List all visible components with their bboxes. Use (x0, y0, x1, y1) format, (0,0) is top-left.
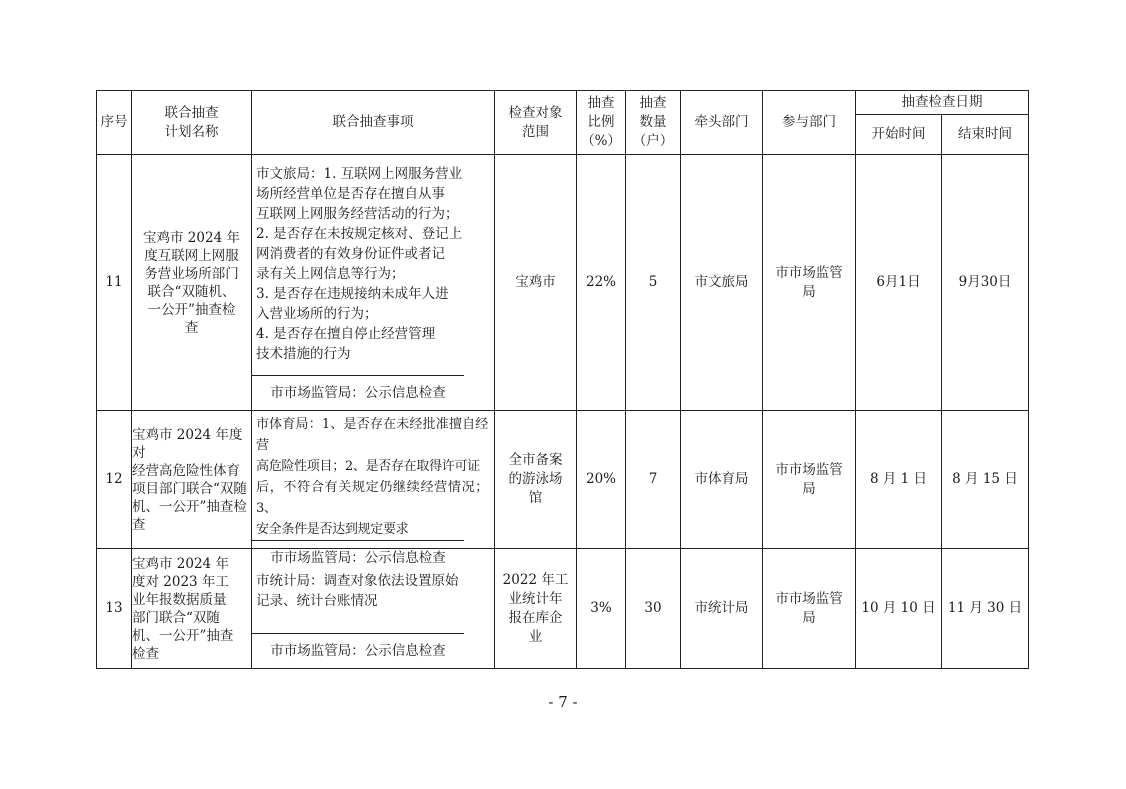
plan-name-line: 经营高危险性体育 (132, 462, 240, 479)
cell-end-time: 9月30日 (942, 155, 1029, 411)
header-text: 联合抽查 (164, 104, 219, 121)
cell-start-time: 10 月 10 日 (856, 549, 942, 669)
plan-name-line: 项目部门联合“双随 (132, 480, 247, 497)
items-sub-text: 市市场监管局：公示信息检查 (252, 375, 464, 410)
items-main-text (252, 549, 494, 633)
cell-lead-dept: 市文旅局 (681, 155, 763, 411)
items-sub-text: 市市场监管局：公示信息检查 (252, 540, 464, 575)
header-start-time: 开始时间 (856, 115, 942, 155)
item-line: 网消费者的有效身份证件或者记 (256, 246, 445, 262)
participant-line: 局 (802, 609, 816, 626)
cell-end-time: 8 月 15 日 (942, 411, 1029, 549)
cell-count: 7 (626, 411, 681, 549)
cell-lead-dept: 市体育局 (681, 411, 763, 549)
header-ratio (577, 91, 626, 155)
item-line: 入营业场所的行为； (256, 306, 378, 322)
header-participant-dept: 参与部门 (763, 91, 856, 155)
cell-scope (495, 549, 577, 669)
item-line: 技术措施的行为 (256, 346, 351, 362)
item-line: 场所经营单位是否存在擅自从事 (256, 186, 445, 202)
header-text: 计划名称 (164, 123, 219, 140)
participant-line: 市市场监管 (775, 590, 843, 607)
scope-line: 2022 年工 (502, 571, 569, 588)
header-count (626, 91, 681, 155)
inspection-plan-table (96, 90, 1029, 669)
header-text: （%） (581, 133, 621, 149)
header-scope (495, 91, 577, 155)
cell-participant-dept (763, 411, 856, 549)
participant-line: 市市场监管 (775, 461, 843, 478)
header-end-time: 结束时间 (942, 115, 1029, 155)
cell-seq: 11 (97, 155, 132, 411)
item-line: 安全条件是否达到规定要求 (256, 522, 409, 537)
cell-count: 5 (626, 155, 681, 411)
scope-line: 业 (528, 628, 543, 645)
cell-participant-dept (763, 549, 856, 669)
cell-start-time: 8 月 1 日 (856, 411, 942, 549)
header-text: 抽查 (639, 95, 667, 111)
scope-line: 全市备案 (508, 452, 563, 468)
header-text: 检查对象 (508, 104, 563, 121)
item-line: 市体育局：1、是否存在未经批准擅自经营 (256, 417, 488, 453)
plan-name-line: 业年报数据质量 (132, 591, 227, 608)
header-text: 范围 (522, 123, 549, 140)
header-text: （户） (632, 133, 674, 149)
cell-plan-name (132, 549, 252, 669)
plan-name-line: 检查 (132, 645, 159, 662)
item-line: 录有关上网信息等行为； (256, 266, 405, 282)
table-row (97, 411, 1029, 549)
cell-ratio: 22% (577, 155, 626, 411)
page-number: - 7 - (548, 693, 578, 711)
item-line: 2. 是否存在未按规定核对、登记上 (256, 226, 463, 242)
cell-ratio: 20% (577, 411, 626, 549)
item-line: 市统计局：调查对象依法设置原始 (256, 573, 459, 589)
cell-scope (495, 411, 577, 549)
cell-participant-dept (763, 155, 856, 411)
plan-name-line: 度互联网上网服 (144, 247, 239, 264)
cell-plan-name (132, 411, 252, 549)
cell-seq: 12 (97, 411, 132, 549)
item-line: 3. 是否存在违规接纳未成年人进 (256, 286, 449, 302)
plan-name-line: 度对 2023 年工 (132, 573, 229, 590)
cell-end-time: 11 月 30 日 (942, 549, 1029, 669)
plan-name-line: 宝鸡市 2024 年 (132, 555, 229, 572)
header-items: 联合抽查事项 (252, 91, 495, 155)
cell-plan-name (132, 155, 252, 411)
header-plan-name (132, 91, 252, 155)
plan-name-line: 部门联合“双随 (132, 609, 220, 626)
plan-name-line: 联合“双随机、 (147, 283, 236, 300)
items-main-text (252, 411, 494, 540)
items-sub-text: 市市场监管局：公示信息检查 (252, 633, 464, 668)
cell-start-time: 6月1日 (856, 155, 942, 411)
cell-inspection-items (252, 549, 495, 669)
cell-seq: 13 (97, 549, 132, 669)
item-line: 记录、统计台账情况 (256, 593, 378, 609)
header-row-top (97, 91, 1029, 115)
item-line: 互联网上网服务经营活动的行为； (256, 206, 459, 222)
item-line: 高危险性项目；2、是否存在取得许可证 (256, 459, 480, 474)
plan-name-line: 一公开”抽查检 (147, 301, 236, 318)
item-line: 市文旅局：1. 互联网上网服务营业 (256, 166, 463, 182)
table-row (97, 155, 1029, 411)
header-text: 抽查 (587, 95, 615, 111)
header-seq: 序号 (97, 91, 132, 155)
header-date-group: 抽查检查日期 (856, 91, 1029, 115)
cell-scope: 宝鸡市 (495, 155, 577, 411)
cell-inspection-items (252, 411, 495, 566)
table-row (97, 549, 1029, 669)
header-lead-dept: 牵头部门 (681, 91, 763, 155)
participant-line: 市市场监管 (775, 264, 843, 281)
item-line: 4. 是否存在擅自停止经营管理 (256, 326, 436, 342)
plan-name-line: 务营业场所部门 (144, 265, 239, 282)
plan-name-line: 机、一公开”抽查 (132, 627, 234, 644)
cell-lead-dept: 市统计局 (681, 549, 763, 669)
cell-inspection-items (252, 155, 495, 411)
participant-line: 局 (802, 283, 816, 300)
scope-line: 报在库企 (508, 609, 563, 626)
scope-line: 的游泳场 (508, 471, 563, 487)
plan-name-line: 查 (132, 516, 146, 533)
header-text: 数量 (639, 114, 667, 130)
cell-ratio: 3% (577, 549, 626, 669)
item-line: 后，不符合有关规定仍继续经营情况；3、 (256, 480, 488, 516)
plan-name-line: 宝鸡市 2024 年度对 (132, 426, 243, 461)
plan-name-line: 宝鸡市 2024 年 (143, 229, 240, 246)
scope-line: 业统计年 (508, 590, 563, 607)
cell-count: 30 (626, 549, 681, 669)
plan-name-line: 查 (184, 319, 199, 336)
plan-name-line: 机、一公开”抽查检 (132, 498, 247, 515)
scope-line: 馆 (528, 490, 543, 506)
header-text: 比例 (587, 114, 615, 130)
items-main-text (252, 155, 494, 375)
participant-line: 局 (802, 480, 816, 497)
